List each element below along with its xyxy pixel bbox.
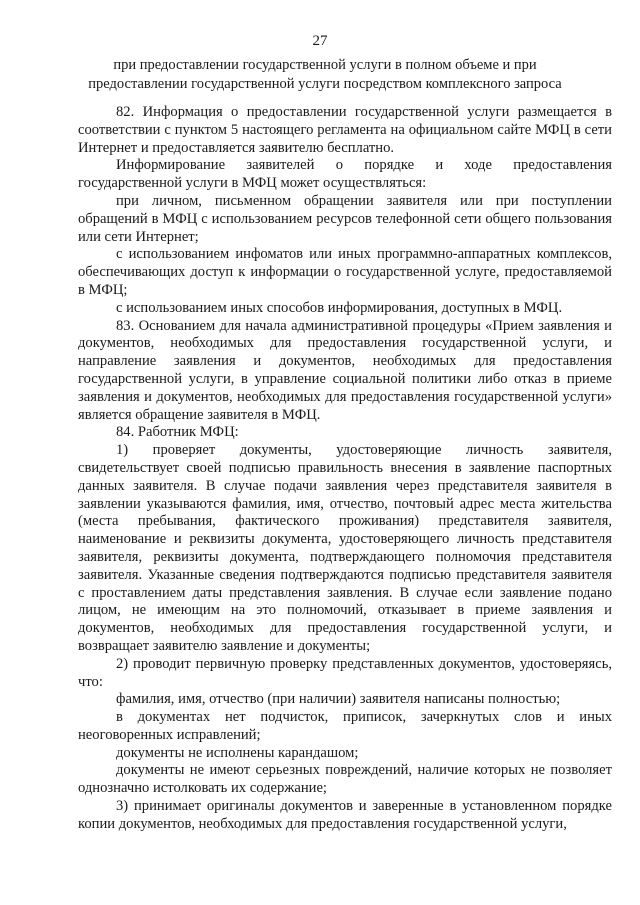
- document-body: [78, 104, 612, 834]
- paragraph-84-item-1: 1) проверяет документы, удостоверяющие личность заявителя, свидетельствует своей подписью правильность внесения в заявление паспортных данных заявителя. В случае подачи заявления через представителя заявителя в заявлении указываются фамилия, имя, отчество, почтовый адрес места жительства (места пребывания, фактического проживания) представителя заявителя, наименование и реквизиты документа, удостоверяющего личность представителя заявителя, реквизиты документа, подтверждающего полномочия представителя заявителя. Указанные сведения подтверждаются подписью представителя заявителя с проставлением даты представления заявления. В случае если заявление подано лицом, не имеющим на это полномочий, отказывает в приеме заявления и документов, необходимых для предоставления государственной услуги, и возвращает заявителю заявление и документы;: [78, 442, 612, 654]
- heading-line-2: предоставлении государственной услуги посредством комплексного запроса: [88, 76, 562, 92]
- paragraph-check-pencil: документы не исполнены карандашом;: [116, 744, 359, 761]
- page-number: 27: [312, 33, 328, 49]
- paragraph-83: 83. Основанием для начала административной процедуры «Прием заявления и документов, необходимых для предоставления государственной услуги, и направление заявления и документов, необходимых для предоставления государственной услуги, в управление социальной политики либо отказ в приеме заявления и документов, необходимых для предоставления государственной услуги» является обращение заявителя в МФЦ.: [78, 317, 612, 423]
- paragraph-other-methods: с использованием иных способов информирования, доступных в МФЦ.: [116, 299, 563, 316]
- paragraph-check-damage: документы не имеют серьезных повреждений, наличие которых не позволяет однозначно истолковать их содержание;: [78, 762, 612, 797]
- heading-line-1: при предоставлении государственной услуги в полном объеме и при: [113, 57, 537, 73]
- paragraph-infomats: с использованием инфоматов или иных программно-аппаратных комплексов, обеспечивающих доступ к информации о государственной услуге, предоставляемой в МФЦ;: [78, 246, 612, 298]
- section-heading: [70, 56, 580, 94]
- paragraph-82: 82. Информация о предоставлении государственной услуги размещается в соответствии с пунктом 5 настоящего регламента на официальном сайте МФЦ в сети Интернет и предоставляется заявителю бесплатно.: [78, 104, 612, 156]
- paragraph-check-erasures: в документах нет подчисток, приписок, зачеркнутых слов и иных неоговоренных исправлений;: [78, 709, 612, 743]
- paragraph-check-name: фамилия, имя, отчество (при наличии) заявителя написаны полностью;: [116, 691, 561, 708]
- paragraph-informing: Информирование заявителей о порядке и ходе предоставления государственной услуги в МФЦ может осуществляться:: [78, 157, 612, 192]
- paragraph-personal-appeal: при личном, письменном обращении заявителя или при поступлении обращений в МФЦ с использованием ресурсов телефонной сети общего пользования или сети Интернет;: [78, 192, 612, 245]
- paragraph-84-item-2: 2) проводит первичную проверку представленных документов, удостоверяясь, что:: [78, 655, 612, 690]
- paragraph-84: 84. Работник МФЦ:: [116, 424, 239, 441]
- paragraph-84-item-3: 3) принимает оригиналы документов и заверенные в установленном порядке копии документов, необходимых для предоставления государственной услуги,: [78, 798, 612, 832]
